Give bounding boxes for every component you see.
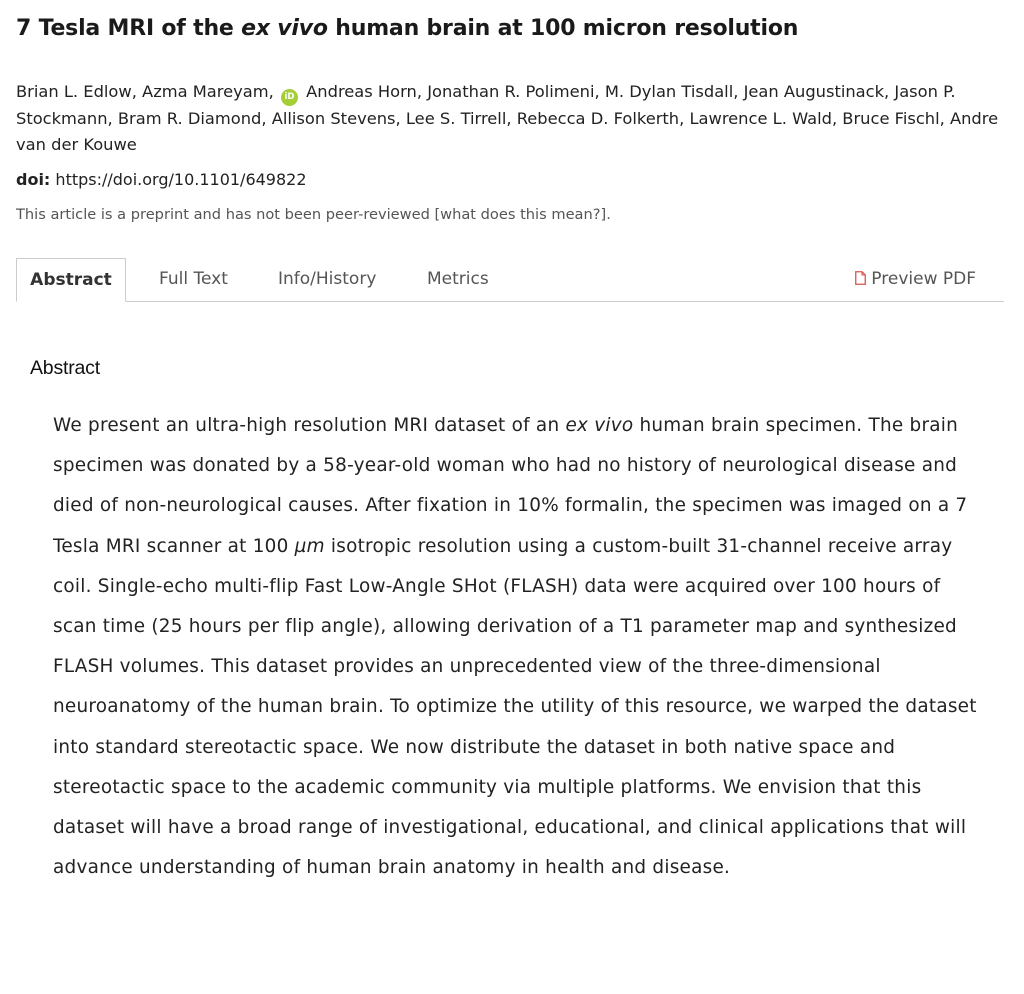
title-part-2: human brain at 100 micron resolution — [327, 16, 799, 41]
abstract-text-3: isotropic resolution using a custom-built 31-channel receive array coil. Single-echo multi-flip Fast Low-Angle SHot (FLASH) data were acquired over 100 hours of scan time (25 hours per flip angle), allowing derivation of a T1 parameter map and synthesized FLASH volumes. This dataset provides an unprecedented view of the three-dimensional neuroanatomy of the human brain. To optimize the utility of this resource, we warped the dataset into standard stereotactic space. We now distribute the dataset in both native space and stereotactic space to the academic community via multiple platforms. We envision that this dataset will have a broad range of investigational, educational, and clinical applications that will advance understanding of human brain anatomy in health and disease. — [53, 535, 977, 879]
tab-metrics[interactable]: Metrics — [427, 269, 489, 289]
doi-label: doi: — [16, 170, 51, 189]
preprint-notice-end: . — [606, 206, 611, 223]
preview-pdf-label: Preview PDF — [871, 269, 976, 289]
article-tabs — [16, 258, 1004, 302]
abstract-unit: µm — [294, 535, 325, 557]
preview-pdf-button[interactable] — [855, 258, 976, 300]
author-list — [16, 79, 1006, 158]
preprint-notice — [16, 204, 611, 226]
tab-full-text[interactable]: Full Text — [159, 269, 228, 289]
abstract-text-1: We present an ultra-high resolution MRI dataset of an — [53, 415, 566, 436]
abstract-body — [53, 406, 988, 888]
file-pdf-icon — [855, 271, 866, 285]
title-part-1: 7 Tesla MRI of the — [16, 16, 242, 41]
tab-abstract[interactable]: Abstract — [16, 258, 126, 302]
article-title — [16, 14, 798, 44]
authors-text-1: Brian L. Edlow, Azma Mareyam, — [16, 82, 274, 101]
doi-line — [16, 168, 307, 192]
preprint-notice-text: This article is a preprint and has not been peer-reviewed — [16, 206, 430, 223]
abstract-italic: ex vivo — [565, 415, 634, 436]
what-does-this-mean-link[interactable]: [what does this mean?] — [434, 206, 607, 223]
title-italic: ex vivo — [241, 16, 328, 41]
authors-text-2: Andreas Horn, Jonathan R. Polimeni, M. Dylan Tisdall, Jean Augustinack, Jason P. Stockmann, Bram R. Diamond, Allison Stevens, Lee S. Tirrell, Rebecca D. Folkerth, Lawrence L. Wald, Bruce Fischl, Andre van der Kouwe — [16, 82, 999, 154]
abstract-heading: Abstract — [30, 357, 100, 379]
orcid-icon[interactable]: iD — [281, 89, 298, 106]
doi-link[interactable]: https://doi.org/10.1101/649822 — [55, 170, 307, 189]
tab-info-history[interactable]: Info/History — [278, 269, 377, 289]
abstract-text-2: human brain specimen. The brain specimen was donated by a 58-year-old woman who had no history of neurological disease and died of non-neurological causes. After fixation in 10% formalin, the specimen was imaged on a 7 Tesla MRI scanner at 100 — [53, 415, 968, 557]
